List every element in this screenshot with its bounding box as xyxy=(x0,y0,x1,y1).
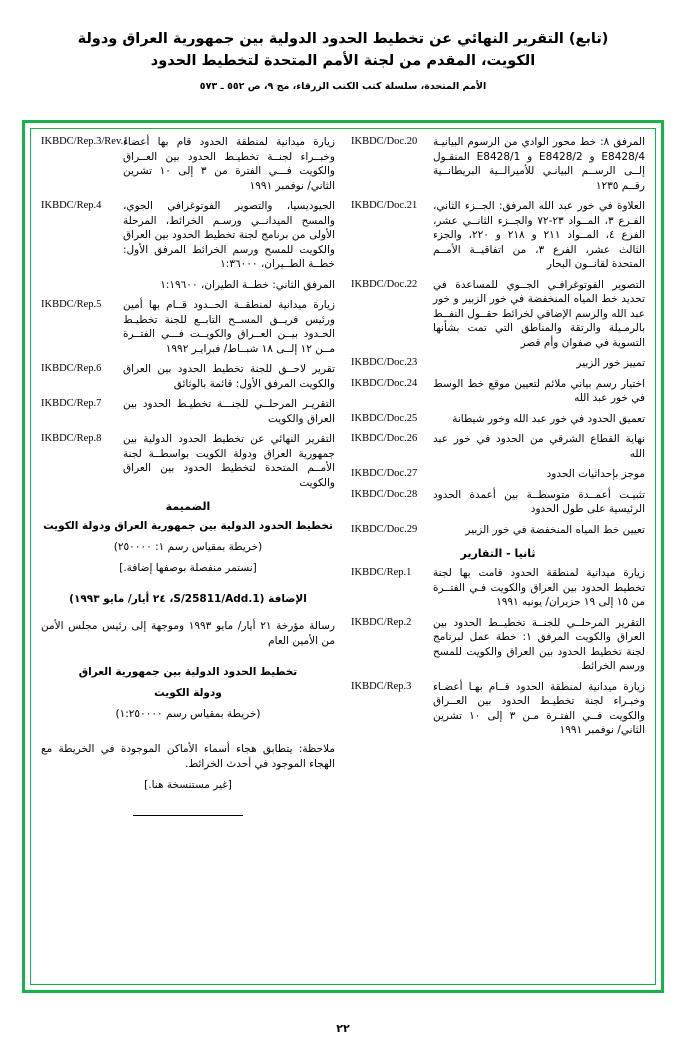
report-symbol xyxy=(39,278,121,299)
report-symbol: IKBDC/Rep.5 xyxy=(41,299,102,310)
report-description: الجيوديسيا، والتصوير الفوتوغرافي الجوي، والمسح الميدانــي ورسـم الخرائط، المرحلة الأولى من برنامج لجنة تخطيط الحدود بين العراق والكويت للمسح ورسم الخرائط المرفق الأول: خطــة الطــيران، ١:٣٦٠٠٠ xyxy=(123,200,335,270)
table-row xyxy=(349,467,647,488)
map-title-line-1: تخطيط الحدود الدولية بين جمهورية العراق xyxy=(78,666,298,678)
table-row xyxy=(349,199,647,278)
content-frame-inner xyxy=(30,128,656,985)
remark-note: [غير مستنسخة هنا.] xyxy=(144,779,232,791)
document-description: نهاية القطاع الشرقي من الحدود في خور عبد الله xyxy=(433,433,645,460)
table-row xyxy=(39,397,337,432)
document-symbol: IKBDC/Doc.28 xyxy=(351,488,418,500)
document-description: تعميق الحدود في خور عبد الله وخور شيطانة xyxy=(452,412,645,425)
map-scale: (خريطة بمقياس رسم ١:٢٥٠٠٠٠) xyxy=(115,708,261,720)
report-description: التقرير النهائي عن تخطيط الحدود الدولية بين جمهورية العراق ودولة الكويت بواسطــة لجنة الأمــم المتحدة لتخطيط الحدود بين العراق والكويت xyxy=(123,433,335,489)
table-row xyxy=(39,298,337,362)
annex-scale: (خريطة بمقياس رسم ١: ٢٥٠٠٠٠) xyxy=(113,541,263,553)
report-description: زيارة ميدانية لمنطقة الحدود قام بها أعضاء وخبــراء لجنــة تخطيـط الحدود بين العــراق والكويت فـــي الفترة من ٣ إلى ١٠ تشرين الثاني/ نوفمبر ١٩٩١ xyxy=(123,136,335,192)
report-symbol: IKBDC/Rep.6 xyxy=(41,363,102,374)
spacer xyxy=(39,655,337,665)
report-description: المرفق الثاني: خطــة الطيران، ١:١٩٦٠٠ xyxy=(160,278,335,291)
table-row xyxy=(349,488,647,523)
section-heading-reports: ثانيا - التقارير xyxy=(460,547,536,560)
table-row xyxy=(349,616,647,680)
document-symbol: IKBDC/Doc.26 xyxy=(351,433,418,444)
addendum-heading: الإضافة (S/25811/Add.1، ٢٤ أيار/ مايو ١٩٩٣) xyxy=(69,593,307,605)
report-symbol: IKBDC/Rep.1 xyxy=(351,567,412,578)
page-number: ٢٢ xyxy=(336,1022,350,1035)
content-frame xyxy=(22,120,664,993)
report-description: التقريـر المرحلــي للجنـــة تخطيـط الحدود بين العراق والكويت xyxy=(123,398,335,425)
document-description: تعيين خط المياه المنخفضة في خور الزبير xyxy=(465,523,645,536)
table-row xyxy=(349,278,647,357)
two-column-layout xyxy=(39,135,647,978)
table-row xyxy=(349,680,647,744)
annex-title: تخطيط الحدود الدولية بين جمهورية العراق ودولة الكويت xyxy=(43,520,333,532)
table-row xyxy=(39,362,337,397)
report-description: زيارة ميدانية لمنطقــة الحــدود قــام بها أمين ورئيس فريــق المســح التابــع للجنة تخطيـط الحـدود بيــن العــراق والكويــت فـــي الفتــرة مــن ١٢ إلــى ١٨ شبــاط/ فبرايـر ١٩٩٢ xyxy=(123,299,335,355)
table-row xyxy=(39,199,337,278)
document-description: اختيار رسم بياني ملائم لتعيين موقع خط الوسط في خور عبد الله xyxy=(433,377,645,404)
report-description: التقرير المرحلــي للجنــة تخطيــط الحدود بين العراق والكويت المرفق ١: خطة عمل لبرنامج لجنة تخطيط الحدود بين العراق والكويت للمسح ورسم الخرائط xyxy=(433,616,645,672)
document-description: موجز بإحداثيات الحدود xyxy=(546,468,645,480)
document-description: التصوير الفوتوغرافـي الجــوي للمساعدة في تحديد خط المياه المنخفضة في خور الزبير و خور عبد الله والرسم الإضافي لخرائط حقــول النفــط بالرمـيلة والرتقة والمناطق التي تمت بشأنها التسوية في صفوان وأم قصر xyxy=(433,278,645,349)
document-symbol: IKBDC/Doc.20 xyxy=(351,136,418,147)
annex-note: [نستمر منفصلة بوصفها إضافة.] xyxy=(119,562,257,574)
table-row xyxy=(349,135,647,199)
header-title-line-2: الكويت، المقدم من لجنة الأمم المتحدة لتخطيط الحدود xyxy=(150,53,536,69)
document-symbol: IKBDC/Doc.27 xyxy=(351,468,418,479)
report-description: زيارة ميدانية لمنطقة الحدود قامت بها لجنة تخطيط الحدود بين العراق والكويت فـي الفتــرة من ١٥ إلى ١٩ حزيران/ يونيه ١٩٩١ xyxy=(433,567,645,608)
document-description: المرفق ٨: خط محور الوادي من الرسوم البيانيـة E8428/4 و E8428/2 و E8428/1 المنقـول إلــى الرســم البيانـي للأميرالــية البريطانــية رقــم ١٢٣٥ xyxy=(433,136,645,192)
letter-paragraph: رسالة مؤرخة ٢١ أيار/ مايو ١٩٩٣ وموجهة إلى رئيس مجلس الأمن من الأمين العام xyxy=(41,620,335,647)
table-row xyxy=(349,356,647,377)
table-row xyxy=(349,377,647,412)
table-row xyxy=(349,523,647,544)
table-row xyxy=(39,278,337,299)
document-symbol: IKBDC/Doc.25 xyxy=(351,412,418,424)
right-column xyxy=(343,135,647,978)
page-header xyxy=(0,0,686,92)
document-symbol: IKBDC/Doc.24 xyxy=(351,377,418,389)
reports-table xyxy=(349,566,647,744)
horizontal-rule xyxy=(133,815,243,816)
report-description: تقرير لاحــق للجنة تخطيط الحدود بين العراق والكويت المرفق الأول: قائمة بالوثائق xyxy=(123,363,335,390)
map-title-line-2: ودولة الكويت xyxy=(154,687,222,699)
header-title-line-1: (تابع) التقرير النهائي عن تخطيط الحدود الدولية بين جمهورية العراق ودولة xyxy=(77,31,609,47)
report-symbol: IKBDC/Rep.3/Rev.1 xyxy=(41,136,129,147)
header-source-note: الأمم المتحدة، سلسلة كتب الكتب الزرقاء، مج ٩، ص ٥٥٢ ـ ٥٧٣ xyxy=(199,81,487,92)
document-description: العلاوة في خور عبد الله المرفق: الجــزء الثاني، الفـرع ٣، المــواد ٢٣-٧٢ والجــزء الثانــي عشر، الفرع ٤، المــواد ٢١١ و ٢١٨ و ٢٢٠، والجزء الثالث عشر، الفرع ٣، من اتفاقيــة الأمــم المتحدة لقانــون البحار xyxy=(433,200,646,270)
document-symbol: IKBDC/Doc.22 xyxy=(351,278,418,290)
table-row xyxy=(349,412,647,433)
document-symbol: IKBDC/Doc.29 xyxy=(351,523,418,535)
remark-paragraph: ملاحظة: يتطابق هجاء أسماء الأماكن الموجودة في الخريطة مع الهجاء الموجود في أحدث الخرائط. xyxy=(41,743,335,770)
report-symbol: IKBDC/Rep.3 xyxy=(351,680,412,692)
section-heading-annex: الضميمة xyxy=(165,500,211,513)
table-row xyxy=(349,432,647,467)
spacer xyxy=(39,728,337,742)
document-symbol: IKBDC/Doc.21 xyxy=(351,200,418,211)
report-symbol: IKBDC/Rep.8 xyxy=(41,433,102,444)
left-column xyxy=(39,135,343,978)
report-symbol: IKBDC/Rep.2 xyxy=(351,616,412,628)
table-row xyxy=(349,566,647,616)
document-description: تمييز خور الزبير xyxy=(576,357,645,369)
report-symbol: IKBDC/Rep.7 xyxy=(41,398,102,409)
table-row xyxy=(39,135,337,199)
document-symbol: IKBDC/Doc.23 xyxy=(351,357,418,368)
table-row xyxy=(39,432,337,496)
document-description: تثبيـت أعمــدة متوسطــة بين أعمدة الحدود الرئيسية على طول الحدود xyxy=(433,488,645,515)
reports-continued-table xyxy=(39,135,337,496)
documents-table xyxy=(349,135,647,543)
spacer xyxy=(39,582,337,592)
report-symbol: IKBDC/Rep.4 xyxy=(41,200,102,211)
report-description: زيارة ميدانية لمنطقة الحدود قــام بهـا أعضـاء وخبـراء لجنة تخطيـط الحدود بين العــراق والكويت فــي الفتـرة مـن ٣ إلى ١٠ تشرين الثاني/ نوفمبر ١٩٩١ xyxy=(433,680,646,736)
